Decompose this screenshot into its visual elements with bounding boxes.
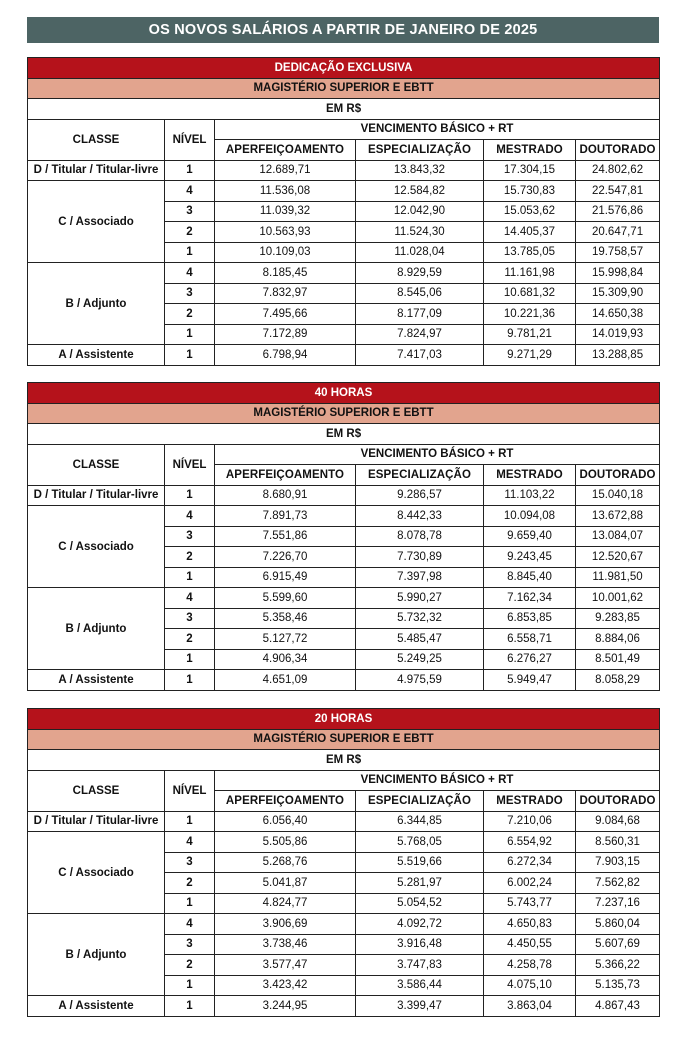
- salary-value: 5.505,86: [215, 832, 356, 853]
- column-header: MESTRADO: [484, 791, 576, 812]
- salary-value: 12.584,82: [356, 181, 484, 202]
- classe-cell: A / Assistente: [28, 996, 165, 1017]
- salary-value: 15.053,62: [484, 201, 576, 222]
- group-header: VENCIMENTO BÁSICO + RT: [215, 770, 660, 791]
- salary-value: 12.520,67: [576, 547, 660, 568]
- salary-value: 8.545,06: [356, 283, 484, 304]
- salary-value: 8.884,06: [576, 629, 660, 650]
- salary-value: 4.650,83: [484, 914, 576, 935]
- salary-value: 4.450,55: [484, 934, 576, 955]
- column-header: ESPECIALIZAÇÃO: [356, 140, 484, 161]
- column-header: ESPECIALIZAÇÃO: [356, 791, 484, 812]
- nivel-cell: 4: [165, 914, 215, 935]
- salary-value: 6.798,94: [215, 345, 356, 366]
- salary-value: 15.040,18: [576, 485, 660, 506]
- salary-value: 12.042,90: [356, 201, 484, 222]
- salary-value: 8.442,33: [356, 506, 484, 527]
- salary-value: 4.867,43: [576, 996, 660, 1017]
- salary-value: 8.058,29: [576, 670, 660, 691]
- salary-value: 8.680,91: [215, 485, 356, 506]
- salary-value: 13.843,32: [356, 160, 484, 181]
- subtitle-row: [28, 729, 660, 750]
- salary-value: 5.949,47: [484, 670, 576, 691]
- salary-value: 6.344,85: [356, 811, 484, 832]
- salary-value: 10.001,62: [576, 588, 660, 609]
- salary-value: 3.738,46: [215, 934, 356, 955]
- salary-value: 3.586,44: [356, 975, 484, 996]
- salary-value: 3.906,69: [215, 914, 356, 935]
- salary-value: 13.785,05: [484, 242, 576, 263]
- salary-value: 3.916,48: [356, 934, 484, 955]
- salary-value: 6.276,27: [484, 649, 576, 670]
- regime-row: [28, 383, 660, 404]
- unit-label: EM R$: [28, 99, 660, 120]
- salary-value: 3.423,42: [215, 975, 356, 996]
- nivel-cell: 3: [165, 934, 215, 955]
- nivel-cell: 3: [165, 283, 215, 304]
- salary-value: 5.366,22: [576, 955, 660, 976]
- salary-value: 5.743,77: [484, 893, 576, 914]
- table-row: [28, 160, 660, 181]
- salary-value: 11.536,08: [215, 181, 356, 202]
- salary-value: 17.304,15: [484, 160, 576, 181]
- salary-value: 8.501,49: [576, 649, 660, 670]
- page-title: OS NOVOS SALÁRIOS A PARTIR DE JANEIRO DE 2025: [27, 17, 659, 43]
- salary-value: 8.078,78: [356, 526, 484, 547]
- unit-label: EM R$: [28, 750, 660, 771]
- unit-row: [28, 424, 660, 445]
- salary-value: 5.268,76: [215, 852, 356, 873]
- salary-value: 6.272,34: [484, 852, 576, 873]
- salary-value: 15.998,84: [576, 263, 660, 284]
- salary-value: 4.258,78: [484, 955, 576, 976]
- salary-value: 12.689,71: [215, 160, 356, 181]
- salary-value: 20.647,71: [576, 222, 660, 243]
- salary-value: 7.162,34: [484, 588, 576, 609]
- salary-value: 7.891,73: [215, 506, 356, 527]
- salary-value: 14.405,37: [484, 222, 576, 243]
- salary-value: 3.863,04: [484, 996, 576, 1017]
- classe-header: CLASSE: [28, 770, 165, 811]
- salary-value: 7.495,66: [215, 304, 356, 325]
- salary-value: 9.659,40: [484, 526, 576, 547]
- salary-value: 15.730,83: [484, 181, 576, 202]
- salary-value: 7.824,97: [356, 324, 484, 345]
- salary-value: 5.485,47: [356, 629, 484, 650]
- classe-cell: B / Adjunto: [28, 588, 165, 670]
- nivel-cell: 1: [165, 242, 215, 263]
- table-row: [28, 485, 660, 506]
- salary-value: 15.309,90: [576, 283, 660, 304]
- salary-value: 4.975,59: [356, 670, 484, 691]
- nivel-cell: 3: [165, 526, 215, 547]
- salary-value: 8.929,59: [356, 263, 484, 284]
- table-row: [28, 811, 660, 832]
- column-header: DOUTORADO: [576, 791, 660, 812]
- classe-cell: D / Titular / Titular-livre: [28, 160, 165, 181]
- classe-cell: B / Adjunto: [28, 263, 165, 345]
- salary-value: 13.084,07: [576, 526, 660, 547]
- table-row: [28, 263, 660, 284]
- salary-value: 10.563,93: [215, 222, 356, 243]
- salary-value: 4.075,10: [484, 975, 576, 996]
- salary-value: 5.041,87: [215, 873, 356, 894]
- nivel-cell: 3: [165, 852, 215, 873]
- salary-value: 5.732,32: [356, 608, 484, 629]
- nivel-cell: 4: [165, 263, 215, 284]
- salary-value: 7.730,89: [356, 547, 484, 568]
- classe-cell: C / Associado: [28, 832, 165, 914]
- unit-row: [28, 99, 660, 120]
- salary-table: [27, 382, 660, 691]
- salary-value: 6.915,49: [215, 567, 356, 588]
- salary-value: 4.092,72: [356, 914, 484, 935]
- header-row: [28, 770, 660, 791]
- table-row: [28, 670, 660, 691]
- classe-cell: B / Adjunto: [28, 914, 165, 996]
- nivel-cell: 2: [165, 873, 215, 894]
- salary-value: 10.681,32: [484, 283, 576, 304]
- salary-table: [27, 708, 660, 1017]
- regime-header: DEDICAÇÃO EXCLUSIVA: [28, 58, 660, 79]
- salary-table: [27, 57, 660, 366]
- salary-value: 5.860,04: [576, 914, 660, 935]
- nivel-header: NÍVEL: [165, 119, 215, 160]
- group-header: VENCIMENTO BÁSICO + RT: [215, 444, 660, 465]
- nivel-cell: 1: [165, 670, 215, 691]
- nivel-cell: 1: [165, 160, 215, 181]
- salary-value: 10.094,08: [484, 506, 576, 527]
- unit-label: EM R$: [28, 424, 660, 445]
- salary-value: 22.547,81: [576, 181, 660, 202]
- salary-value: 5.599,60: [215, 588, 356, 609]
- salary-value: 11.103,22: [484, 485, 576, 506]
- regime-header: 20 HORAS: [28, 709, 660, 730]
- table-row: [28, 588, 660, 609]
- nivel-cell: 2: [165, 222, 215, 243]
- column-header: APERFEIÇOAMENTO: [215, 465, 356, 486]
- nivel-cell: 1: [165, 567, 215, 588]
- salary-value: 24.802,62: [576, 160, 660, 181]
- classe-header: CLASSE: [28, 444, 165, 485]
- salary-value: 11.524,30: [356, 222, 484, 243]
- salary-value: 5.607,69: [576, 934, 660, 955]
- nivel-cell: 4: [165, 588, 215, 609]
- salary-value: 11.981,50: [576, 567, 660, 588]
- column-header: APERFEIÇOAMENTO: [215, 140, 356, 161]
- salary-value: 9.286,57: [356, 485, 484, 506]
- salary-value: 7.562,82: [576, 873, 660, 894]
- table-row: [28, 914, 660, 935]
- salary-value: 9.781,21: [484, 324, 576, 345]
- table-row: [28, 996, 660, 1017]
- salary-value: 19.758,57: [576, 242, 660, 263]
- salary-value: 5.054,52: [356, 893, 484, 914]
- salary-value: 7.551,86: [215, 526, 356, 547]
- header-row: [28, 119, 660, 140]
- salary-value: 10.109,03: [215, 242, 356, 263]
- salary-value: 7.903,15: [576, 852, 660, 873]
- group-header: VENCIMENTO BÁSICO + RT: [215, 119, 660, 140]
- header-row: [28, 444, 660, 465]
- salary-value: 6.554,92: [484, 832, 576, 853]
- salary-value: 14.650,38: [576, 304, 660, 325]
- salary-value: 11.161,98: [484, 263, 576, 284]
- salary-value: 8.845,40: [484, 567, 576, 588]
- column-header: ESPECIALIZAÇÃO: [356, 465, 484, 486]
- salary-value: 9.243,45: [484, 547, 576, 568]
- salary-value: 3.747,83: [356, 955, 484, 976]
- nivel-cell: 2: [165, 955, 215, 976]
- salary-value: 4.651,09: [215, 670, 356, 691]
- table-subtitle: MAGISTÉRIO SUPERIOR E EBTT: [28, 78, 660, 99]
- salary-value: 7.237,16: [576, 893, 660, 914]
- table-row: [28, 181, 660, 202]
- classe-cell: A / Assistente: [28, 670, 165, 691]
- nivel-cell: 1: [165, 996, 215, 1017]
- table-row: [28, 345, 660, 366]
- salary-value: 6.853,85: [484, 608, 576, 629]
- salary-value: 8.560,31: [576, 832, 660, 853]
- nivel-cell: 4: [165, 181, 215, 202]
- nivel-cell: 4: [165, 832, 215, 853]
- subtitle-row: [28, 403, 660, 424]
- classe-cell: A / Assistente: [28, 345, 165, 366]
- salary-value: 9.283,85: [576, 608, 660, 629]
- salary-value: 7.172,89: [215, 324, 356, 345]
- nivel-cell: 1: [165, 975, 215, 996]
- column-header: MESTRADO: [484, 465, 576, 486]
- regime-header: 40 HORAS: [28, 383, 660, 404]
- salary-value: 9.084,68: [576, 811, 660, 832]
- column-header: DOUTORADO: [576, 465, 660, 486]
- salary-value: 3.244,95: [215, 996, 356, 1017]
- salary-value: 7.397,98: [356, 567, 484, 588]
- salary-value: 10.221,36: [484, 304, 576, 325]
- salary-value: 14.019,93: [576, 324, 660, 345]
- salary-value: 6.002,24: [484, 873, 576, 894]
- salary-value: 3.577,47: [215, 955, 356, 976]
- nivel-cell: 4: [165, 506, 215, 527]
- salary-value: 7.832,97: [215, 283, 356, 304]
- salary-value: 5.127,72: [215, 629, 356, 650]
- salary-value: 8.185,45: [215, 263, 356, 284]
- nivel-header: NÍVEL: [165, 770, 215, 811]
- regime-row: [28, 709, 660, 730]
- table-subtitle: MAGISTÉRIO SUPERIOR E EBTT: [28, 403, 660, 424]
- salary-value: 11.039,32: [215, 201, 356, 222]
- salary-value: 7.210,06: [484, 811, 576, 832]
- subtitle-row: [28, 78, 660, 99]
- nivel-cell: 1: [165, 324, 215, 345]
- salary-value: 11.028,04: [356, 242, 484, 263]
- column-header: DOUTORADO: [576, 140, 660, 161]
- table-row: [28, 506, 660, 527]
- classe-cell: C / Associado: [28, 181, 165, 263]
- nivel-cell: 3: [165, 608, 215, 629]
- nivel-cell: 2: [165, 547, 215, 568]
- salary-value: 5.990,27: [356, 588, 484, 609]
- nivel-cell: 1: [165, 345, 215, 366]
- classe-cell: C / Associado: [28, 506, 165, 588]
- regime-row: [28, 58, 660, 79]
- salary-value: 13.672,88: [576, 506, 660, 527]
- salary-value: 5.768,05: [356, 832, 484, 853]
- salary-value: 5.519,66: [356, 852, 484, 873]
- nivel-cell: 1: [165, 485, 215, 506]
- salary-value: 5.358,46: [215, 608, 356, 629]
- column-header: MESTRADO: [484, 140, 576, 161]
- table-row: [28, 832, 660, 853]
- salary-value: 4.824,77: [215, 893, 356, 914]
- classe-cell: D / Titular / Titular-livre: [28, 811, 165, 832]
- salary-value: 7.226,70: [215, 547, 356, 568]
- nivel-cell: 3: [165, 201, 215, 222]
- salary-value: 5.135,73: [576, 975, 660, 996]
- nivel-header: NÍVEL: [165, 444, 215, 485]
- nivel-cell: 2: [165, 304, 215, 325]
- salary-value: 13.288,85: [576, 345, 660, 366]
- nivel-cell: 2: [165, 629, 215, 650]
- salary-value: 5.281,97: [356, 873, 484, 894]
- nivel-cell: 1: [165, 893, 215, 914]
- salary-value: 6.558,71: [484, 629, 576, 650]
- nivel-cell: 1: [165, 649, 215, 670]
- table-subtitle: MAGISTÉRIO SUPERIOR E EBTT: [28, 729, 660, 750]
- salary-value: 5.249,25: [356, 649, 484, 670]
- column-header: APERFEIÇOAMENTO: [215, 791, 356, 812]
- salary-value: 3.399,47: [356, 996, 484, 1017]
- salary-value: 21.576,86: [576, 201, 660, 222]
- classe-cell: D / Titular / Titular-livre: [28, 485, 165, 506]
- nivel-cell: 1: [165, 811, 215, 832]
- salary-value: 8.177,09: [356, 304, 484, 325]
- unit-row: [28, 750, 660, 771]
- salary-value: 6.056,40: [215, 811, 356, 832]
- salary-value: 4.906,34: [215, 649, 356, 670]
- salary-value: 7.417,03: [356, 345, 484, 366]
- classe-header: CLASSE: [28, 119, 165, 160]
- salary-value: 9.271,29: [484, 345, 576, 366]
